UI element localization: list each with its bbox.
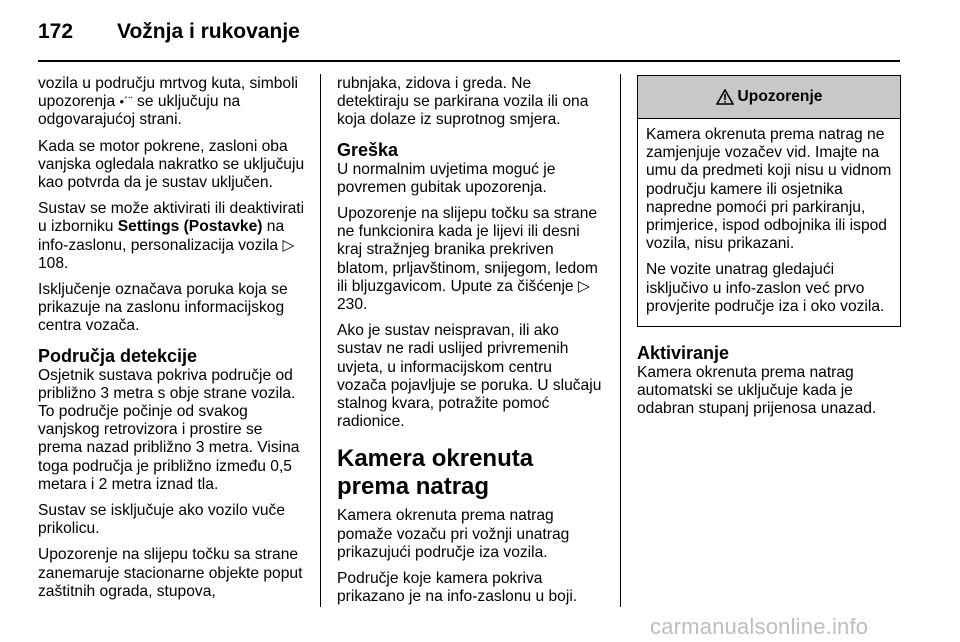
paragraph: rubnjaka, zidova i greda. Ne detektiraju se parkirana vozila ili ona koja dolaze iz suprotnog smjera. [337,75,589,129]
page-reference-link[interactable]: 230. [337,296,368,314]
page-number: 172 [38,20,74,43]
paragraph-text: se uključuju na odgovarajućoj strani. [38,93,241,129]
blind-spot-warning-icon: •´¨ [119,94,133,110]
warning-header [638,76,900,119]
page-ref-arrow-icon: ▷ [282,236,295,254]
paragraph: U normalnim uvjetima moguć je povremen gubitak upozorenja. [337,160,556,196]
paragraph: Kada se motor pokrene, zasloni oba vanjska ogledala nakratko se uključuju kao potvrda da je sustav uključen. [38,137,305,192]
paragraph: Isključenje označava poruka koja se prikazuje na zaslonu informacijskog centra vozača. [38,281,288,335]
section-heading-detection: Područja detekcije [38,345,198,366]
paragraph-text: na info-zaslonu, personalizacija vozila [38,218,285,254]
column-divider [620,74,621,607]
column-left [38,75,306,609]
header-rule [38,60,900,62]
paragraph-text: Upozorenje na slijepu točku sa strane ne funkcionira kada je lijevi ili desni kraj stražnjeg branika prekriven blatom, prljavštinom, snijegom, ledom ili bljuzgavicom. Upute za čišćenje [337,205,598,295]
chapter-title: Vožnja i rukovanje [117,20,300,43]
paragraph: Kamera okrenuta prema natrag pomaže vozaču pri vožnji unatrag prikazujući područje iza vozila. [337,507,570,561]
paragraph: Sustav se isključuje ako vozilo vuče prikolicu. [38,502,286,538]
warning-title: Upozorenje [737,87,823,105]
paragraph [337,205,605,314]
page-reference-link[interactable]: 108. [38,254,69,272]
column-divider [320,74,321,607]
chapter-heading-rear-camera: Kamera okrenuta prema natrag [337,445,534,501]
warning-body [638,119,900,326]
column-middle [337,75,605,614]
paragraph [38,200,306,273]
page-header [38,18,898,50]
warning-box [637,75,901,327]
watermark: carmanualsonline.info [650,614,869,639]
paragraph: Osjetnik sustava pokriva područje od približno 3 metra s obje strane vozila. To područje počinje od svakog vanjskog retrovizora i prostire se prema nazad približno 3 metra. Visina toga područja je približno između 0,5 metara i 2 metra iznad tla. [38,366,300,493]
paragraph: Područje koje kamera pokriva prikazano je na info-zaslonu u boji. [337,570,578,606]
paragraph: Kamera okrenuta prema natrag automatski se uključuje kada je odabran stupanj prijenosa unazad. [637,364,877,418]
paragraph: Ako je sustav neispravan, ili ako sustav ne radi uslijed privremenih uvjeta, u informacijskom centru vozača pojavljuje se poruka. U slučaju stalnog kvara, potražite pomoć radionice. [337,322,602,431]
paragraph: Ne vozite unatrag gledajući isključivo u info-zaslon već prvo provjerite područje iza i oko vozila. [646,261,885,315]
paragraph: Upozorenje na slijepu točku sa strane zanemaruje stacionarne objekte poput zaštitnih ograda, stupova, [38,546,303,600]
page-ref-arrow-icon: ▷ [577,277,590,295]
paragraph: Kamera okrenuta prema natrag ne zamjenjuje vozačev vid. Imajte na umu da predmeti koji nisu u vidnom području kamere ili osjetnika napredne pomoći pri parkiranju, primjerice, ispod odbojnika ili ispod vozila, nisu prikazani. [646,126,892,253]
section-heading-error: Greška [337,139,399,160]
menu-reference: Settings (Postavke) [117,218,263,236]
paragraph-text: Sustav se može aktivirati ili deaktivirati u izborniku [38,200,305,236]
paragraph-text: vozila u području mrtvog kuta, simboli upozorenja [38,75,299,111]
column-right [637,75,901,427]
paragraph [38,75,306,130]
warning-triangle-icon [716,89,734,105]
section-heading-activation: Aktiviranje [637,343,730,364]
